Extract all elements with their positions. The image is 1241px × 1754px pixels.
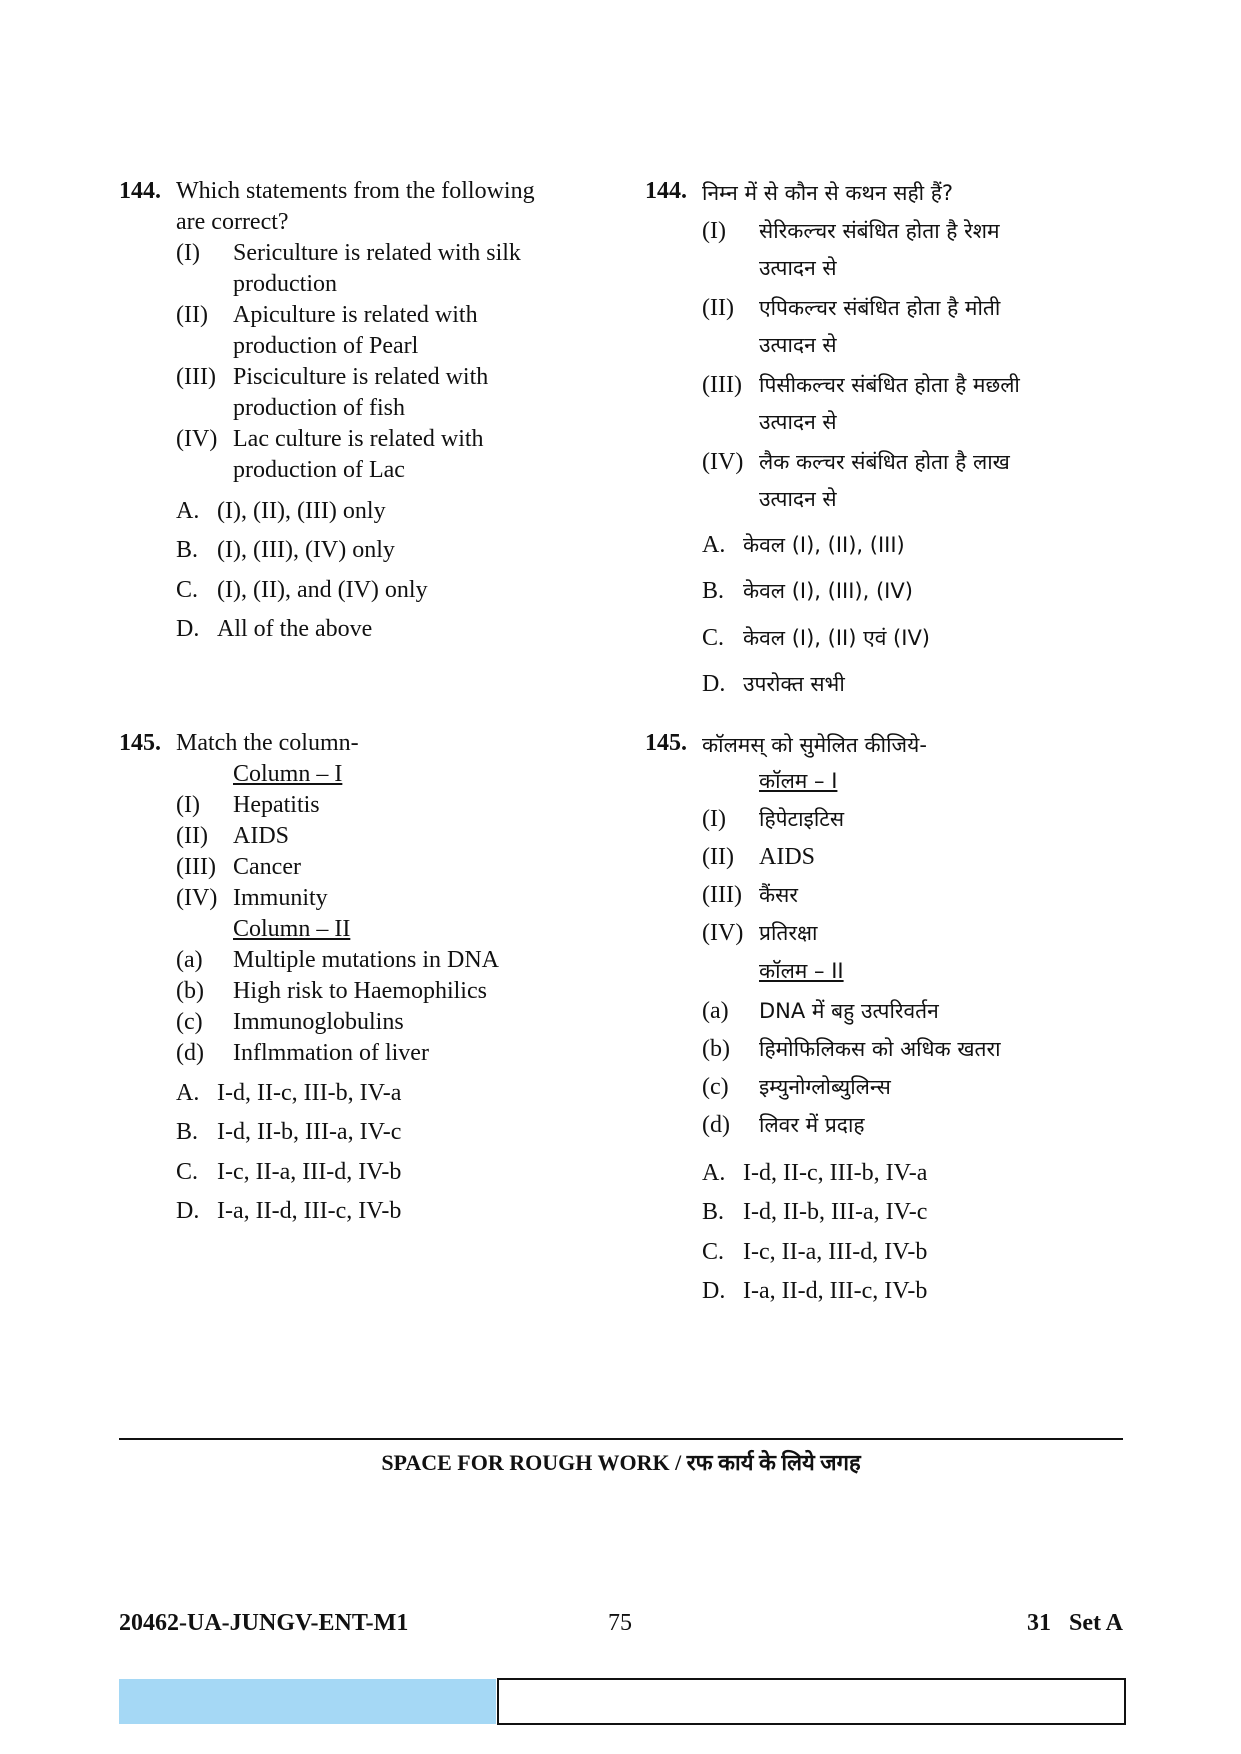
- booklet-code: 20462-UA-JUNGV-ENT-M1: [119, 1610, 409, 1636]
- statement: (IV) Lac culture is related with production of Lac: [176, 426, 484, 483]
- column-1-item: (I) हिपेटाइटिस: [702, 806, 845, 832]
- column-2-item: (a) Multiple mutations in DNA: [176, 947, 499, 973]
- option-a[interactable]: A. (I), (II), (III) only: [176, 498, 386, 524]
- column-2-item: (b) हिमोफिलिकस को अधिक खतरा: [702, 1036, 1001, 1062]
- rough-work-divider: [119, 1438, 1123, 1440]
- option-d[interactable]: D. उपरोक्त सभी: [702, 671, 845, 697]
- option-c[interactable]: C. I-c, II-a, III-d, IV-b: [176, 1159, 402, 1185]
- option-a[interactable]: A. I-d, II-c, III-b, IV-a: [702, 1160, 928, 1186]
- column-1-item: (IV) प्रतिरक्षा: [702, 920, 818, 946]
- question-stem: Match the column-: [176, 730, 359, 756]
- option-d[interactable]: D. I-a, II-d, III-c, IV-b: [176, 1198, 402, 1224]
- question-number: 145.: [119, 730, 161, 756]
- option-b[interactable]: B. I-d, II-b, III-a, IV-c: [702, 1199, 928, 1225]
- question-number: 144.: [645, 178, 687, 204]
- set-label: 31 Set A: [1027, 1610, 1123, 1636]
- question-stem: निम्न में से कौन से कथन सही हैं?: [702, 181, 954, 205]
- statement: (I) Sericulture is related with silk production: [176, 240, 521, 297]
- q144-en: [119, 176, 619, 656]
- stem-line: are correct?: [176, 209, 289, 235]
- option-a[interactable]: A. केवल (I), (II), (III): [702, 532, 905, 558]
- question-stem: कॉलमस् को सुमेलित कीजिये-: [702, 733, 927, 757]
- column-2-title: कॉलम – II: [759, 959, 844, 983]
- column-1-item: (III) Cancer: [176, 854, 301, 880]
- option-a[interactable]: A. I-d, II-c, III-b, IV-a: [176, 1080, 402, 1106]
- column-2-item: (d) Inflmmation of liver: [176, 1040, 429, 1066]
- footer-color-bar: [119, 1679, 496, 1724]
- question-number: 144.: [119, 178, 161, 204]
- statement: (IV) लैक कल्चर संबंधित होता है लाख उत्पादन से: [702, 449, 1010, 511]
- question-number: 145.: [645, 730, 687, 756]
- column-1-title: Column – I: [233, 761, 343, 787]
- column-1-item: (I) Hepatitis: [176, 792, 320, 818]
- stem-line: Which statements from the following: [176, 178, 535, 204]
- column-1-item: (IV) Immunity: [176, 885, 328, 911]
- option-c[interactable]: C. I-c, II-a, III-d, IV-b: [702, 1239, 928, 1265]
- q145-en: [119, 728, 619, 1228]
- column-1-title: कॉलम – I: [759, 769, 838, 793]
- statement: (III) पिसीकल्चर संबंधित होता है मछली उत्पादन से: [702, 372, 1020, 434]
- option-b[interactable]: B. I-d, II-b, III-a, IV-c: [176, 1119, 402, 1145]
- q144-hi: [645, 176, 1125, 706]
- statement: (II) Apiculture is related with production of Pearl: [176, 302, 478, 359]
- page-number: 75: [608, 1610, 632, 1636]
- column-1-item: (II) AIDS: [176, 823, 290, 849]
- statement: (II) एपिकल्चर संबंधित होता है मोती उत्पादन से: [702, 295, 1001, 357]
- option-d[interactable]: D. I-a, II-d, III-c, IV-b: [702, 1278, 928, 1304]
- column-2-item: (b) High risk to Haemophilics: [176, 978, 487, 1004]
- option-b[interactable]: B. केवल (I), (III), (IV): [702, 578, 913, 604]
- statement: (III) Pisciculture is related with production of fish: [176, 364, 489, 421]
- column-2-title: Column – II: [233, 916, 351, 942]
- column-2-item: (a) DNA में बहु उत्परिवर्तन: [702, 998, 939, 1024]
- statement: (I) सेरिकल्चर संबंधित होता है रेशम उत्पादन से: [702, 218, 1000, 280]
- column-1-item: (III) कैंसर: [702, 882, 798, 908]
- q145-hi: [645, 728, 1125, 1318]
- column-2-item: (d) लिवर में प्रदाह: [702, 1112, 865, 1138]
- option-c[interactable]: C. (I), (II), and (IV) only: [176, 577, 428, 603]
- column-2-item: (c) Immunoglobulins: [176, 1009, 404, 1035]
- option-b[interactable]: B. (I), (III), (IV) only: [176, 537, 395, 563]
- column-2-item: (c) इम्युनोग्लोब्युलिन्स: [702, 1074, 891, 1100]
- option-c[interactable]: C. केवल (I), (II) एवं (IV): [702, 625, 931, 651]
- rough-work-label: SPACE FOR ROUGH WORK / रफ कार्य के लिये जगह: [381, 1450, 861, 1475]
- column-1-item: (II) AIDS: [702, 844, 816, 870]
- footer-empty-box: [497, 1678, 1126, 1725]
- option-d[interactable]: D. All of the above: [176, 616, 373, 642]
